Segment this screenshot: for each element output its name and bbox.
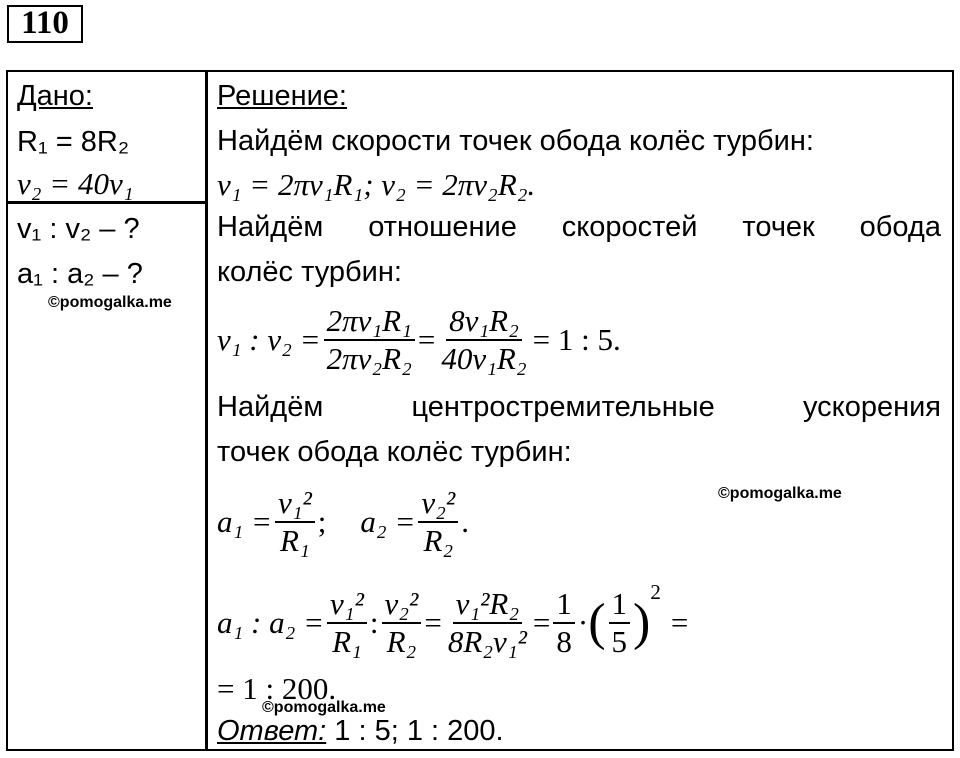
solution-paragraph-3 bbox=[217, 390, 941, 424]
denominator: 40ν₁R₂ bbox=[441, 341, 527, 376]
p3-word: Найдём bbox=[217, 391, 324, 423]
fraction bbox=[438, 303, 529, 377]
eq3-a2: a₂ = bbox=[360, 504, 416, 539]
solution-header: Решение: bbox=[217, 80, 347, 112]
watermark: ©pomogalka.me bbox=[48, 294, 172, 311]
solution-paragraph-2 bbox=[217, 210, 941, 244]
denominator: R₂ bbox=[386, 624, 417, 659]
column-divider bbox=[205, 70, 208, 751]
numerator: v₁²R₂ bbox=[453, 586, 523, 624]
eq2-result: = 1 : 5. bbox=[532, 322, 621, 357]
eq3-a1: a₁ = bbox=[217, 504, 272, 539]
given-header: Дано: bbox=[17, 80, 93, 112]
denominator: 8 bbox=[556, 624, 572, 659]
p2-word: скоростей bbox=[561, 211, 698, 243]
given-find-divider bbox=[6, 201, 207, 204]
numerator: 2πν₁R₁ bbox=[324, 303, 415, 341]
eq4-lhs: a₁ : a₂ = bbox=[217, 605, 325, 640]
p3-word: центростремительные bbox=[411, 391, 715, 423]
answer-line bbox=[217, 714, 504, 748]
numerator: 8ν₁R₂ bbox=[446, 303, 522, 341]
solution-paragraph-3-cont: точек обода колёс турбин: bbox=[217, 436, 572, 468]
find-acceleration-ratio: a₁ : a₂ – ? bbox=[17, 258, 143, 290]
watermark: ©pomogalka.me bbox=[718, 485, 842, 502]
acceleration-ratio-equation: a₁ : a₂ = $\frac{\text{v₁²}}{\text{R₁}}$ : $\frac{\text{v₂²}}{\text{R₂}}$ = $\frac{\text{v₁²R₂}}{\text{8R₂v₁²}}$ = $\frac{1}{8}$ · ( $\frac{1}{5}$ ) 2 = bbox=[217, 580, 689, 659]
numerator: v₂² bbox=[382, 586, 422, 624]
solution-paragraph-2-cont: колёс турбин: bbox=[217, 256, 402, 288]
velocity-ratio-equation: v₁ : v₂ = $\frac{\text{2πν₁R₁}}{\text{2πν₂R₂}}$ = $\frac{\text{8ν₁R₂}}{\text{40ν₁R₂}}$ = 1 : 5. bbox=[217, 303, 621, 376]
numerator: 1 bbox=[553, 586, 575, 624]
p2-word: отношение bbox=[368, 211, 517, 243]
solution-paragraph-1: Найдём скорости точек обода колёс турбин: bbox=[217, 125, 814, 157]
fraction bbox=[445, 586, 530, 660]
denominator: 2πν₂R₂ bbox=[326, 341, 412, 376]
fraction bbox=[553, 586, 575, 660]
equals: = bbox=[532, 605, 551, 640]
numerator: v₁² bbox=[327, 586, 367, 624]
period: . bbox=[461, 504, 469, 539]
p3-word: ускорения bbox=[803, 391, 941, 423]
velocity-equations: v₁ = 2πν₁R₁; v₂ = 2πν₂R₂. bbox=[217, 167, 536, 202]
fraction bbox=[382, 586, 422, 660]
numerator: v₂² bbox=[418, 485, 458, 523]
given-radius-relation: R₁ = 8R₂ bbox=[17, 126, 130, 158]
answer-value: 1 : 5; 1 : 200. bbox=[326, 715, 504, 747]
equals: = bbox=[424, 605, 442, 640]
find-velocity-ratio: v₁ : v₂ – ? bbox=[17, 213, 140, 245]
task-number: 110 bbox=[7, 5, 83, 43]
fraction bbox=[275, 485, 315, 559]
equals: = bbox=[670, 605, 689, 640]
exponent: 2 bbox=[650, 580, 661, 604]
p2-word: обода bbox=[859, 211, 941, 243]
denominator: R₂ bbox=[423, 523, 454, 558]
watermark: ©pomogalka.me bbox=[262, 699, 386, 716]
denominator: R₁ bbox=[280, 523, 310, 558]
given-frequency-relation: ν₂ = 40ν₁ bbox=[17, 166, 134, 201]
answer-label: Ответ: bbox=[217, 715, 327, 747]
denominator: 8R₂v₁² bbox=[447, 624, 527, 659]
separator: ; bbox=[317, 504, 327, 539]
dot: · bbox=[577, 605, 589, 640]
colon: : bbox=[369, 605, 379, 640]
p2-word: Найдём bbox=[217, 211, 324, 243]
fraction bbox=[324, 303, 415, 377]
p2-word: точек bbox=[742, 211, 815, 243]
denominator: R₁ bbox=[332, 624, 362, 659]
fraction bbox=[418, 485, 458, 559]
eq2-lhs: v₁ : v₂ = bbox=[217, 322, 321, 357]
fraction bbox=[327, 586, 367, 660]
numerator: 1 bbox=[609, 586, 631, 624]
final-result: = 1 : 200. bbox=[217, 671, 337, 706]
fraction bbox=[609, 586, 631, 660]
acceleration-equations bbox=[217, 480, 469, 564]
denominator: 5 bbox=[611, 624, 628, 659]
numerator: v₁² bbox=[275, 485, 315, 523]
